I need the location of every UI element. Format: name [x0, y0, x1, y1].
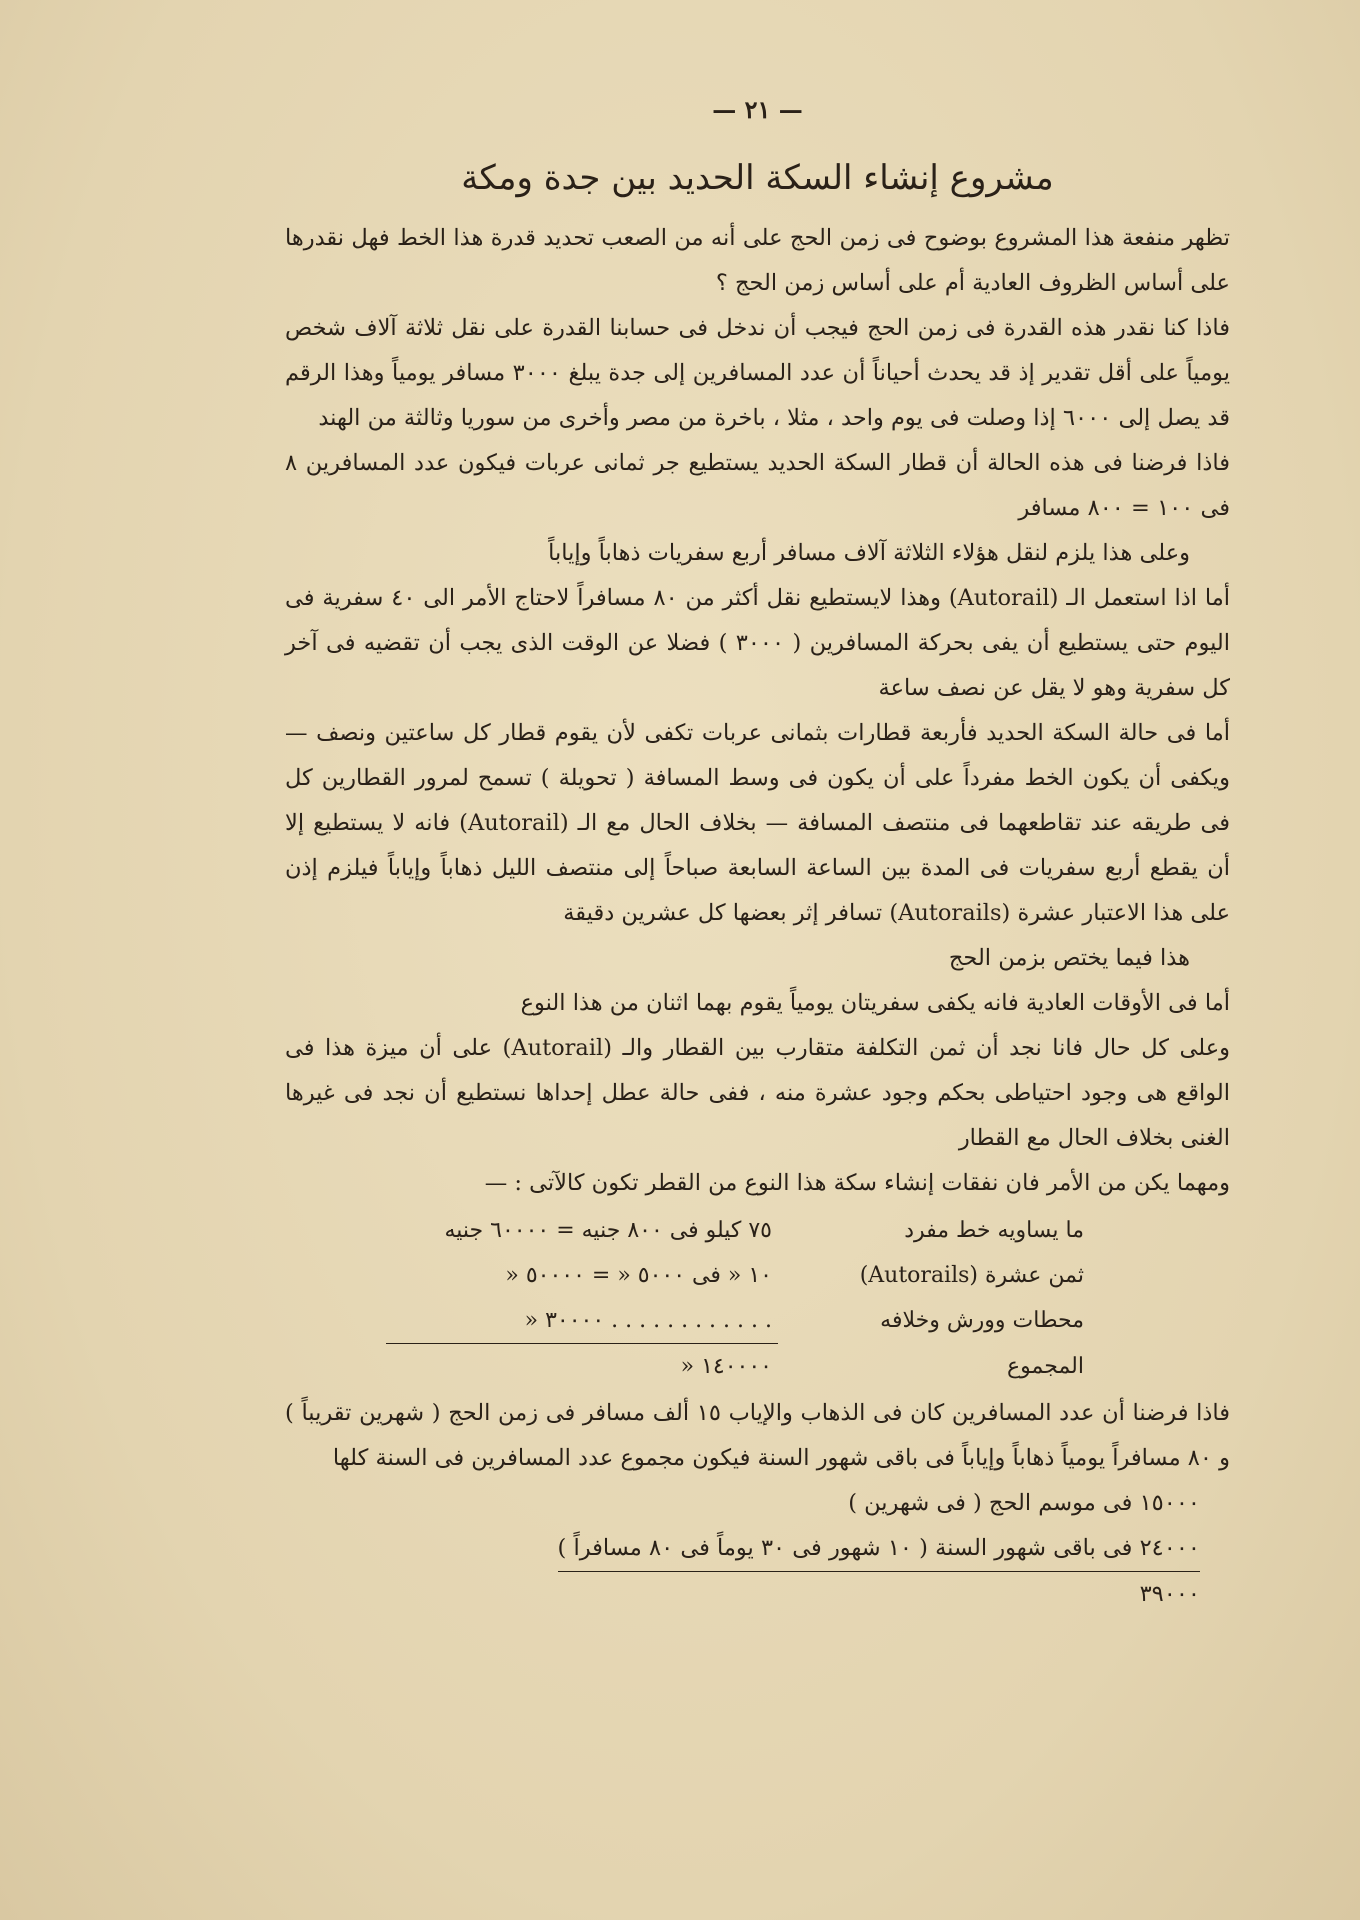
paragraph-8: أما فى الأوقات العادية فانه يكفى سفريتان يومياً يقوم بهما اثنان من هذا النوع — [520, 990, 1230, 1016]
summary-total: ٣٩٠٠٠ — [1139, 1581, 1200, 1607]
cost-calc: ١٠ « فى ٥٠٠٠ « = ٥٠٠٠٠ « — [505, 1263, 772, 1288]
cost-row — [386, 1298, 1090, 1344]
page-title: مشروع إنشاء السكة الحديد بين جدة ومكة — [461, 158, 1054, 198]
page-number: — ٢١ — — [712, 95, 803, 124]
paragraph-4: وعلى هذا يلزم لنقل هؤلاء الثلاثة آلاف مسافر أربع سفريات ذهاباً وإياباً — [548, 540, 1190, 566]
passenger-summary — [285, 1481, 1200, 1617]
summary-line-2: ٢٤٠٠٠ فى باقى شهور السنة ( ١٠ شهور فى ٣٠ يوماً فى ٨٠ مسافراً ) — [558, 1526, 1200, 1572]
paragraph-2: فاذا كنا نقدر هذه القدرة فى زمن الحج فيجب أن ندخل فى حسابنا القدرة على نقل ثلاثة آلاف شخص يومياً على أقل تقدير إذ قد يحدث أحياناً أن عدد المسافرين إلى جدة يبلغ ٣٠٠٠ مسافر يومياً وهذا الرقم قد يصل إلى ٦٠٠٠ إذا وصلت فى يوم واحد ، مثلا ، باخرة من مصر وأخرى من سوريا وثالثة من الهند — [285, 315, 1231, 431]
paragraph-7: هذا فيما يختص بزمن الحج — [948, 945, 1190, 971]
paragraph-11: فاذا فرضنا أن عدد المسافرين كان فى الذهاب والإياب ١٥ ألف مسافر فى زمن الحج ( شهرين تقريباً ) و ٨٠ مسافراً يومياً ذهاباً وإياباً فى باقى شهور السنة فيكون مجموع عدد المسافرين فى السنة كلها — [285, 1400, 1230, 1471]
cost-row — [386, 1253, 1090, 1298]
cost-total-row — [386, 1344, 1090, 1390]
cost-row — [386, 1208, 1090, 1253]
cost-calc: ٧٥ كيلو فى ٨٠٠ جنيه = ٦٠٠٠٠ جنيه — [444, 1218, 772, 1243]
cost-calc: . . . . . . . . . . . . ٣٠٠٠٠ « — [524, 1308, 772, 1333]
paragraph-6: أما فى حالة السكة الحديد فأربعة قطارات بثمانى عربات تكفى لأن يقوم قطار كل ساعتين ونصف — ويكفى أن يكون الخط مفرداً على أن يكون فى وسط المسافة ( تحويلة ) تسمح لمرور القطارين كل فى طريقه عند تقاطعهما فى منتصف المسافة — بخلاف الحال مع الـ (Autorail) فانه لا يستطيع إلا أن يقطع أربع سفريات فى المدة بين الساعة السابعة صباحاً إلى منتصف الليل ذهاباً وإياباً فيلزم إذن على هذا الاعتبار عشرة (Autorails) تسافر إثر بعضها كل عشرين دقيقة — [285, 720, 1230, 926]
cost-label: محطات وورش وخلافه — [880, 1308, 1084, 1334]
cost-total-label: المجموع — [1007, 1353, 1084, 1379]
cost-label: ما يساويه خط مفرد — [904, 1218, 1084, 1243]
page-content — [285, 95, 1230, 1617]
paragraph-5: أما اذا استعمل الـ (Autorail) وهذا لايستطيع نقل أكثر من ٨٠ مسافراً لاحتاج الأمر الى ٤٠ سفرية فى اليوم حتى يستطيع أن يفى بحركة المسافرين ( ٣٠٠٠ ) فضلا عن الوقت الذى يجب أن تقضيه فى آخر كل سفرية وهو لا يقل عن نصف ساعة — [285, 585, 1230, 701]
cost-label: ثمن عشرة (Autorails) — [859, 1263, 1084, 1288]
cost-total-value: ١٤٠٠٠٠ « — [386, 1344, 778, 1390]
paragraph-9: وعلى كل حال فانا نجد أن ثمن التكلفة متقارب بين القطار والـ (Autorail) على أن ميزة هذا فى الواقع هى وجود احتياطى بحكم وجود عشرة منه ، ففى حالة عطل إحداها نستطيع أن نجد فى غيرها الغنى بخلاف الحال مع القطار — [285, 1035, 1230, 1151]
paragraph-10: ومهما يكن من الأمر فان نفقات إنشاء سكة هذا النوع من القطر تكون كالآتى : — — [484, 1170, 1230, 1196]
paragraph-3: فاذا فرضنا فى هذه الحالة أن قطار السكة الحديد يستطيع جر ثمانى عربات فيكون عدد المسافرين ٨ فى ١٠٠ = ٨٠٠ مسافر — [285, 450, 1230, 521]
cost-table — [386, 1208, 1090, 1389]
summary-line-1: ١٥٠٠٠ فى موسم الحج ( فى شهرين ) — [848, 1490, 1200, 1516]
paragraph-1: تظهر منفعة هذا المشروع بوضوح فى زمن الحج على أنه من الصعب تحديد قدرة هذا الخط فهل نقدرها على أساس الظروف العادية أم على أساس زمن الحج ؟ — [285, 225, 1230, 296]
